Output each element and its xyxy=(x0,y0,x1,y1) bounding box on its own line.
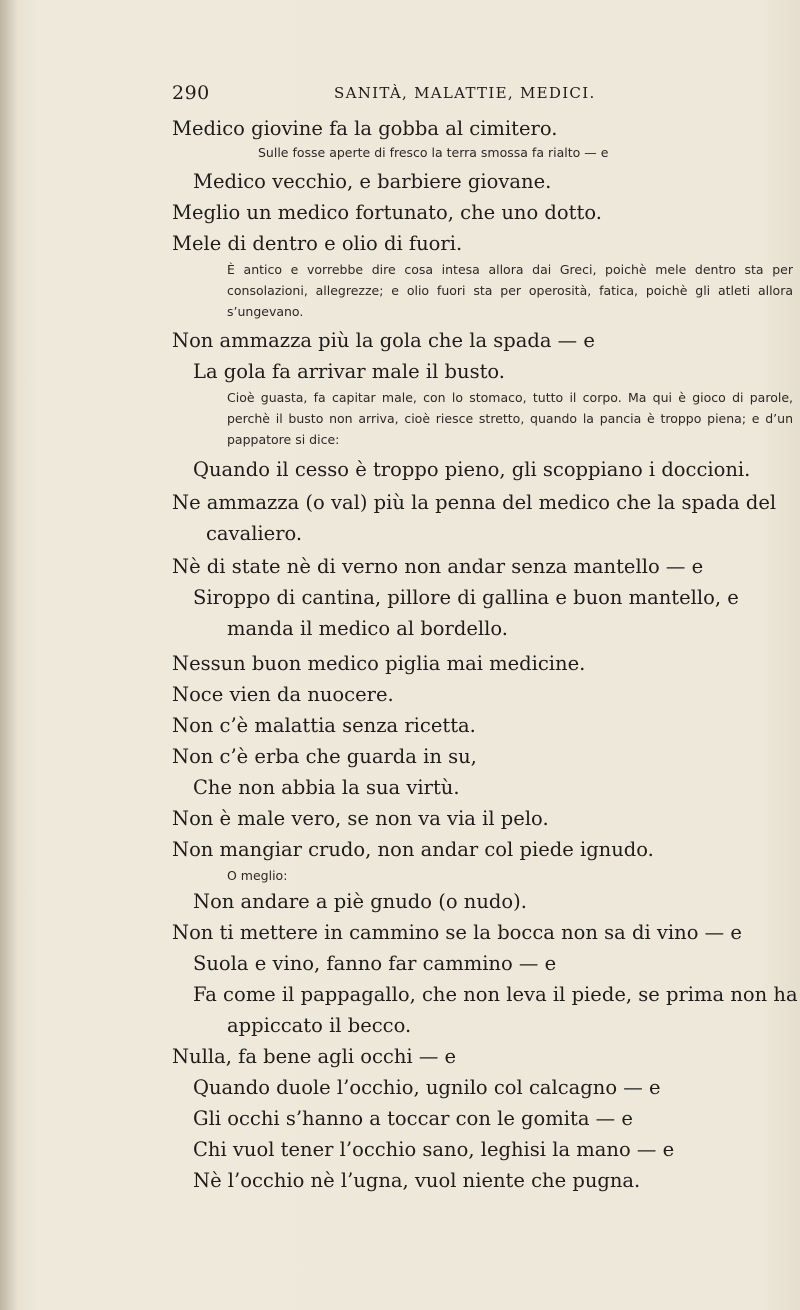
proverb: Noce vien da nuocere. xyxy=(172,683,394,706)
running-title: SANITÀ, MALATTIE, MEDICI. xyxy=(334,84,596,102)
note: Cioè guasta, fa capitar male, con lo stomaco, tutto il corpo. Ma qui è gioco di parole, perchè il busto non arriva, cioè riesce stretto, quando la pancia è troppo piena; e d’un pappatore si dice: xyxy=(227,390,793,447)
proverb: Quando il cesso è troppo pieno, gli scoppiano i doccioni. xyxy=(193,458,751,481)
proverb: Che non abbia la sua virtù. xyxy=(193,776,460,799)
proverb: Medico giovine fa la gobba al cimitero. xyxy=(172,117,558,140)
proverb-list xyxy=(172,113,798,1196)
proverb: Ne ammazza (o val) più la penna del medico che la spada del cavaliero. xyxy=(172,491,777,545)
proverb: Nè di state nè di verno non andar senza mantello — e xyxy=(172,555,704,578)
proverb: Non c’è malattia senza ricetta. xyxy=(172,714,476,737)
proverb: Mele di dentro e olio di fuori. xyxy=(172,232,463,255)
proverb: Meglio un medico fortunato, che uno dotto. xyxy=(172,201,602,224)
proverb: Chi vuol tener l’occhio sano, leghisi la mano — e xyxy=(193,1138,675,1161)
page-number: 290 xyxy=(172,82,210,104)
proverb: Non ti mettere in cammino se la bocca non sa di vino — e xyxy=(172,921,742,944)
proverb: Quando duole l’occhio, ugnilo col calcagno — e xyxy=(193,1076,661,1099)
spine-shadow xyxy=(0,0,18,1310)
note: Sulle fosse aperte di fresco la terra smossa fa rialto — e xyxy=(258,145,609,160)
proverb: Suola e vino, fanno far cammino — e xyxy=(193,952,557,975)
proverb: Non è male vero, se non va via il pelo. xyxy=(172,807,549,830)
proverb: Medico vecchio, e barbiere giovane. xyxy=(193,170,552,193)
note: O meglio: xyxy=(227,868,288,883)
proverb: Nè l’occhio nè l’ugna, vuol niente che pugna. xyxy=(193,1169,641,1192)
page-header xyxy=(172,82,632,106)
proverb: Gli occhi s’hanno a toccar con le gomita — e xyxy=(193,1107,633,1130)
proverb: Nulla, fa bene agli occhi — e xyxy=(172,1045,457,1068)
proverb: Non mangiar crudo, non andar col piede ignudo. xyxy=(172,838,654,861)
proverb: Non c’è erba che guarda in su, xyxy=(172,745,477,768)
proverb: La gola fa arrivar male il busto. xyxy=(193,360,506,383)
proverb: Nessun buon medico piglia mai medicine. xyxy=(172,652,586,675)
proverb: Non ammazza più la gola che la spada — e xyxy=(172,329,595,352)
proverb: Siroppo di cantina, pillore di gallina e buon mantello, e manda il medico al bordello. xyxy=(193,586,739,640)
note: È antico e vorrebbe dire cosa intesa allora dai Greci, poichè mele dentro sta per consolazioni, allegrezze; e olio fuori sta per operosità, fatica, poichè gli atleti allora s’ungevano. xyxy=(227,262,793,319)
proverb: Non andare a piè gnudo (o nudo). xyxy=(193,890,527,913)
proverb: Fa come il pappagallo, che non leva il piede, se prima non ha appiccato il becco. xyxy=(193,983,798,1037)
